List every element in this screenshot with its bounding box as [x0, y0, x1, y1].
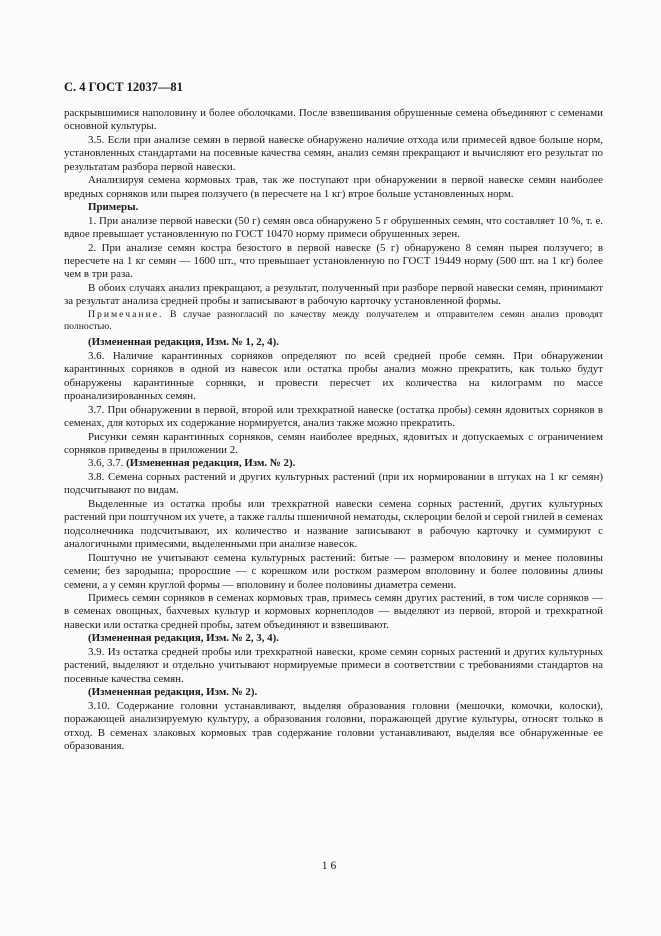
- document-body: [64, 107, 603, 753]
- paragraph: Анализируя семена кормовых трав, так же поступают при обнаружении в первой навеске семян наиболее вредных сорняков или пырея ползучего (в пересчете на 1 кг) втрое больше установленных норм.: [64, 174, 603, 200]
- amendment-note: (Измененная редакция, Изм. № 2, 3, 4).: [88, 632, 279, 645]
- page-number: 16: [321, 860, 340, 872]
- paragraph: 3.9. Из остатка средней пробы или трехкратной навески, кроме семян сорных растений и других культурных растений, выделяют и отдельно учитывают нормируемые примеси в соответствии с требованиями стандартов на посевные качества семян.: [64, 645, 603, 685]
- amendment-line: [64, 457, 603, 470]
- paragraph: раскрывшимися наполовину и более оболочками. После взвешивания обрушенные семена объединяют с семенами основной культуры.: [64, 107, 603, 133]
- paragraph: 3.6. Наличие карантинных сорняков определяют по всей средней пробе семян. При обнаружении карантинных сорняков в одной из навесок или остатка пробы анализ можно прекратить, как только будут обнаружены карантинные сорняки, и провести пересчет их количества на килограмм по массе проанализированных семян.: [64, 349, 603, 403]
- note-text: В случае разногласий по качеству между получателем и отправителем семян анализ проводят полностью.: [64, 308, 603, 333]
- paragraph: Примесь семян сорняков в семенах кормовых трав, примесь семян других растений, в том числе сорняков — в семенах овощных, бахчевых культур и кормовых корнеплодов — выделяют из первой, второй и трехкратной навески или остатка средней пробы, затем объединяют и взвешивают.: [64, 592, 603, 631]
- paragraph: 1. При анализе первой навески (50 г) семян овса обнаружено 5 г обрушенных семян, что составляет 10 %, т. е. вдвое превышает установленную по ГОСТ 10470 норму примеси обрушенных зерен.: [64, 214, 603, 241]
- paragraph: 3.8. Семена сорных растений и других культурных растений (при их нормировании в штуках на 1 кг семян) подсчитывают по видам.: [64, 470, 603, 497]
- paragraph: Выделенные из остатка пробы или трехкратной навески семена сорных растений, других культурных растений при поштучном их учете, а также галлы пшеничной нематоды, склероции белой и серой гнилей в семенах подсолнечника подсчитывают, их количество и название записывают в рабочую карточку и суммируют с аналогичными примесями, выделенными при анализе навесок.: [64, 497, 603, 551]
- amendment-note: (Измененная редакция, Изм. № 2).: [88, 686, 258, 699]
- clause-ref: 3.6, 3.7.: [88, 457, 127, 470]
- note: [64, 309, 603, 334]
- page-header: С. 4 ГОСТ 12037—81: [64, 80, 183, 94]
- paragraph: 3.5. Если при анализе семян в первой навеске обнаружено наличие отхода или примесей вдвое больше норм, установленных стандартами на посевные качества семян, анализ семян прекращают и вычисляют его результат по результатам разбора первой навески.: [64, 133, 603, 173]
- paragraph: 3.10. Содержание головни устанавливают, выделяя образования головни (мешочки, комочки, колоски), поражающей анализируемую культуру, а образования головни, поражающей другие культуры, относят только в отход. В семенах злаковых кормовых трав содержание головни устанавливают, выделяя все обнаруженные ее образования.: [64, 699, 603, 752]
- note-label: Примечание.: [88, 308, 164, 320]
- paragraph: Рисунки семян карантинных сорняков, семян наиболее вредных, ядовитых и допускаемых с ограничением сорняков приведены в приложении 2.: [64, 430, 603, 457]
- paragraph: В обоих случаях анализ прекращают, а результат, полученный при разборе первой навески семян, принимают за результат анализа средней пробы и записывают в рабочую карточку установленной формы.: [64, 281, 603, 308]
- paragraph: 2. При анализе семян костра безостого в первой навеске (5 г) обнаружено 8 семян пырея ползучего; в пересчете на 1 кг семян — 1600 шт., что превышает установленную по ГОСТ 19449 норму (500 шт. на 1 кг) более чем в три раза.: [64, 241, 603, 281]
- paragraph: Поштучно не учитывают семена культурных растений: битые — размером вполовину и менее половины семени; без зародыша; проросшие — с корешком или ростком размером вполовину и более половины длины семени, а у семян круглой формы — вполовину и более половины диаметра семени.: [64, 551, 603, 591]
- amendment-note: (Измененная редакция, Изм. № 2).: [126, 457, 296, 470]
- examples-heading: Примеры.: [88, 201, 139, 214]
- paragraph: 3.7. При обнаружении в первой, второй или трехкратной навеске (остатка пробы) семян ядовитых сорняков в семенах, для которых их содержание нормируется, анализ также можно прекратить.: [64, 403, 603, 430]
- amendment-note: (Измененная редакция, Изм. № 1, 2, 4).: [88, 336, 279, 349]
